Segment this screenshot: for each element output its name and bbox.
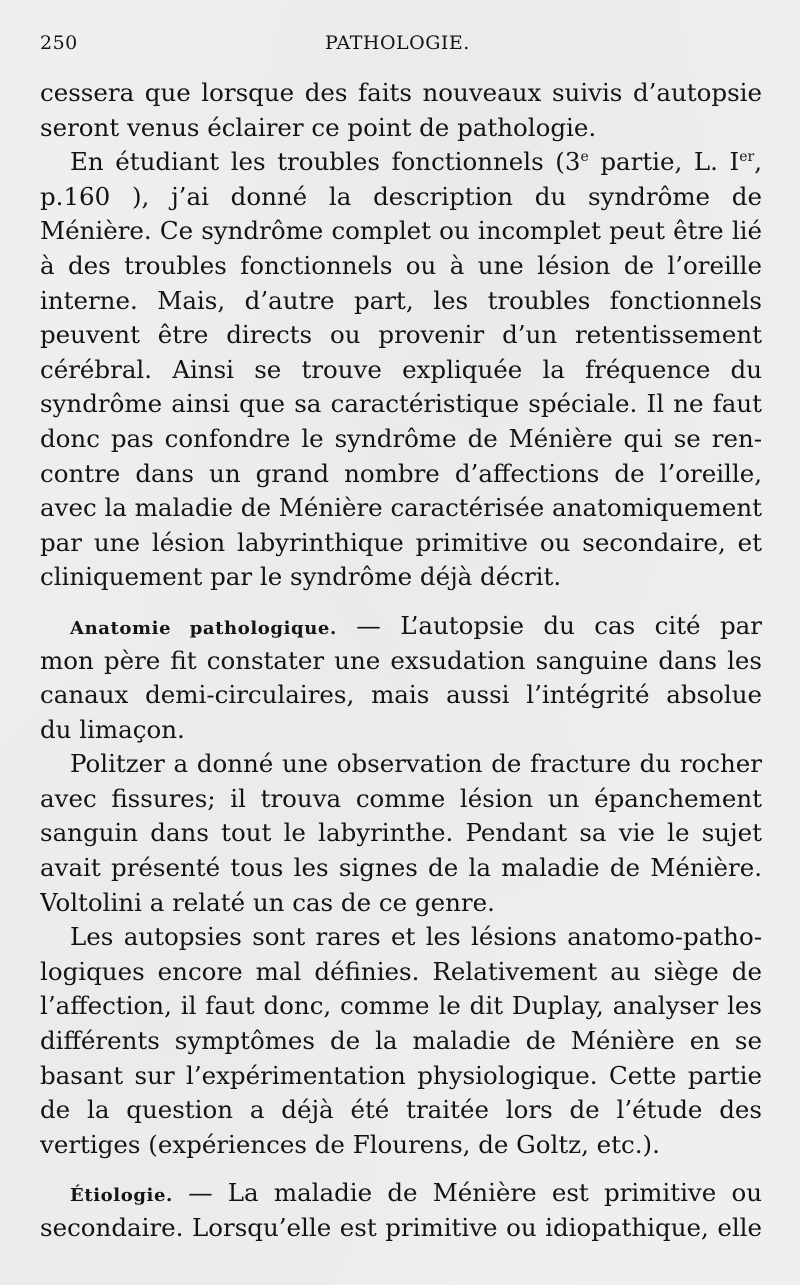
text-line: p.160 ), j’ai donné la description du syndrôme de <box>40 181 762 211</box>
running-title: PATHOLOGIE. <box>325 32 470 54</box>
text-line: sanguin dans tout le labyrinthe. Pendant sa vie le sujet <box>40 818 762 848</box>
text-segment: En étudiant les troubles fonctionnels (3 <box>70 147 581 177</box>
text-segment: — La maladie de Ménière est primitive ou <box>172 1178 762 1208</box>
text-line: canaux demi-circulaires, mais aussi l’intégrité absolue <box>40 680 762 710</box>
body-text <box>40 76 762 1246</box>
text-line: vertiges (expériences de Flourens, de Goltz, etc.). <box>40 1129 660 1159</box>
text-line: avec la maladie de Ménière caractérisée anatomiquement <box>40 493 762 523</box>
superscript: er <box>739 149 755 166</box>
text-line: par une lésion labyrinthique primitive ou secondaire, et <box>40 527 762 557</box>
text-line: basant sur l’expérimentation physiologique. Cette partie <box>40 1060 762 1090</box>
text-line: avait présenté tous les signes de la maladie de Ménière. <box>40 853 762 883</box>
text-line: syndrôme ainsi que sa caractéristique spéciale. Il ne faut <box>40 389 762 419</box>
text-segment: , <box>754 147 762 177</box>
paragraph-gap <box>40 1162 762 1176</box>
running-head <box>40 32 760 62</box>
paragraph-gap <box>40 595 762 609</box>
text-line: différents symptômes de la maladie de Ménière en se <box>40 1026 762 1056</box>
text-line: l’affection, il faut donc, comme le dit Duplay, analyser les <box>40 991 762 1021</box>
text-line: donc pas confondre le syndrôme de Ménière qui se ren- <box>40 423 762 453</box>
text-line <box>40 609 762 644</box>
superscript: e <box>580 149 589 166</box>
text-line: de la question a déjà été traitée lors de l’étude des <box>40 1095 762 1125</box>
text-line: secondaire. Lorsqu’elle est primitive ou idiopathique, elle <box>40 1213 762 1242</box>
text-line: cessera que lorsque des faits nouveaux suivis d’autopsie <box>40 78 762 107</box>
section-heading-etiologie: Étiologie. <box>70 1185 173 1207</box>
text-line: contre dans un grand nombre d’affections de l’oreille, <box>40 458 762 488</box>
text-segment: — L’autopsie du cas cité par <box>336 610 762 640</box>
text-line: cliniquement par le syndrôme déjà décrit. <box>40 562 562 592</box>
text-line: Politzer a donné une observation de fracture du rocher <box>70 749 762 779</box>
page-number: 250 <box>40 32 78 54</box>
text-line: cérébral. Ainsi se trouve expliquée la fréquence du <box>40 354 762 384</box>
text-line: mon père fit constater une exsudation sanguine dans les <box>40 645 762 675</box>
text-line <box>40 1176 762 1211</box>
text-line: logiques encore mal définies. Relativement au siège de <box>40 956 762 986</box>
text-segment: partie, L. I <box>588 147 740 177</box>
text-line: peuvent être directs ou provenir d’un retentissement <box>40 320 762 350</box>
text-line <box>40 145 762 180</box>
text-line: seront venus éclairer ce point de pathologie. <box>40 112 597 142</box>
text-line: interne. Mais, d’autre part, les troubles fonctionnels <box>40 285 762 315</box>
text-line: Ménière. Ce syndrôme complet ou incomplet peut être lié <box>40 216 762 246</box>
text-line: Voltolini a relaté un cas de ce genre. <box>40 887 495 917</box>
section-heading-anatomie: Anatomie pathologique. <box>70 617 337 639</box>
text-line: à des troubles fonctionnels ou à une lésion de l’oreille <box>40 250 762 280</box>
text-line: avec fissures; il trouva comme lésion un épanchement <box>40 783 762 813</box>
text-line: du limaçon. <box>40 714 185 744</box>
text-line: Les autopsies sont rares et les lésions anatomo-patho- <box>70 922 762 952</box>
